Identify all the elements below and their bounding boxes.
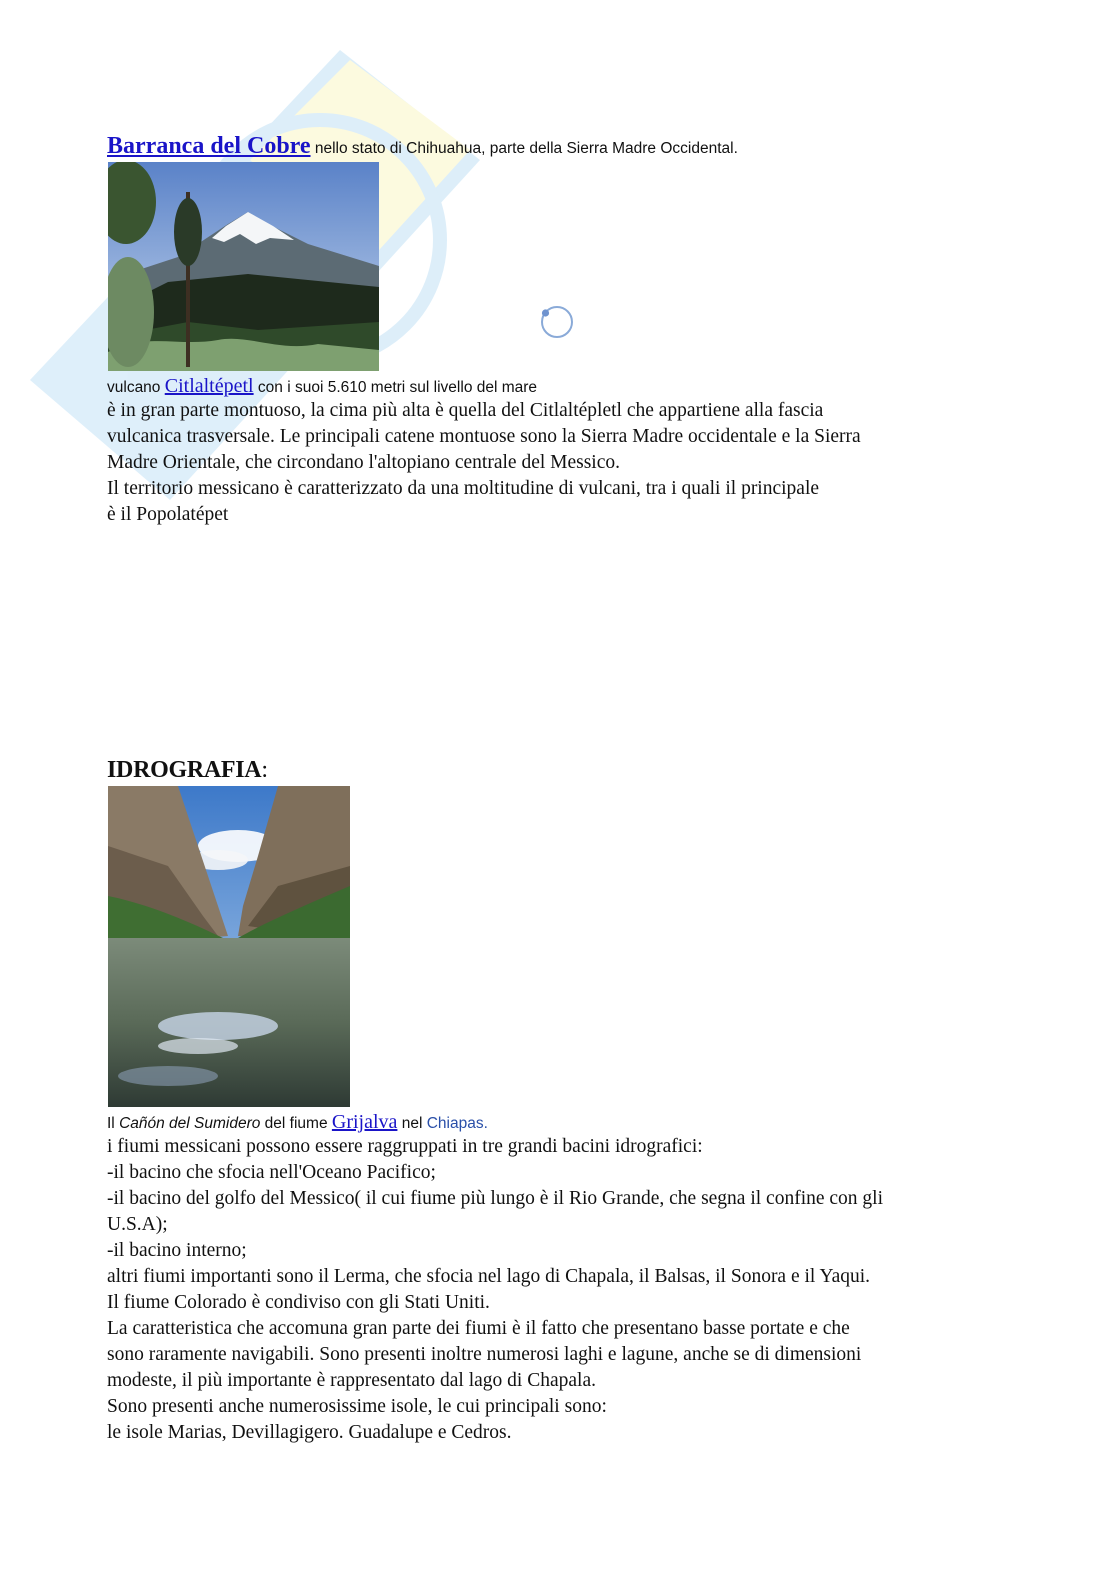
canyon-photo bbox=[108, 786, 350, 1107]
hydrography-line: -il bacino interno; bbox=[107, 1240, 247, 1261]
citlaltepetl-link[interactable]: Citlaltépetl bbox=[164, 375, 254, 397]
hydrography-line: i fiumi messicani possono essere raggruppati in tre grandi bacini idrografici: bbox=[107, 1136, 703, 1157]
caption-river: del fiume bbox=[260, 1115, 332, 1132]
caption-il: Il bbox=[107, 1115, 120, 1132]
caption-nel: nel bbox=[397, 1115, 427, 1132]
loading-spinner-icon bbox=[540, 305, 574, 339]
canyon-caption bbox=[107, 1111, 488, 1134]
canyon-name: Cañón del Sumidero bbox=[119, 1115, 261, 1132]
heading-colon: : bbox=[261, 757, 269, 783]
volcano-caption bbox=[107, 375, 537, 398]
title-description: nello stato di Chihuahua, parte della Sierra Madre Occidental. bbox=[310, 140, 738, 157]
hydrography-line: U.S.A); bbox=[107, 1214, 168, 1235]
hydrography-line: altri fiumi importanti sono il Lerma, che sfocia nel lago di Chapala, il Balsas, il Sonora e il Yaqui. bbox=[107, 1266, 871, 1287]
volcano-photo bbox=[108, 162, 379, 371]
relief-line: è in gran parte montuoso, la cima più alta è quella del Citlaltépletl che appartiene alla fascia bbox=[107, 400, 824, 421]
hydrography-paragraph bbox=[107, 1134, 1017, 1446]
relief-line: Il territorio messicano è caratterizzato da una moltitudine di vulcani, tra i quali il principale bbox=[107, 478, 820, 499]
title-line bbox=[107, 133, 738, 160]
barranca-del-cobre-link[interactable]: Barranca del Cobre bbox=[107, 133, 311, 159]
hydrography-line: le isole Marias, Devillagigero. Guadalupe e Cedros. bbox=[107, 1422, 512, 1443]
volcano-caption-suffix: con i suoi 5.610 metri sul livello del mare bbox=[253, 379, 538, 396]
hydrography-line: Il fiume Colorado è condiviso con gli Stati Uniti. bbox=[107, 1292, 490, 1313]
grijalva-link[interactable]: Grijalva bbox=[331, 1111, 398, 1133]
section-heading: IDROGRAFIA bbox=[107, 757, 262, 783]
hydrography-line: Sono presenti anche numerosissime isole, le cui principali sono: bbox=[107, 1396, 607, 1417]
idrografia-heading bbox=[107, 757, 268, 784]
chiapas-label: Chiapas. bbox=[426, 1115, 488, 1132]
relief-line: Madre Orientale, che circondano l'altopiano centrale del Messico. bbox=[107, 452, 621, 473]
hydrography-line: modeste, il più importante è rappresentato dal lago di Chapala. bbox=[107, 1370, 596, 1391]
relief-paragraph bbox=[107, 398, 1007, 528]
hydrography-line: sono raramente navigabili. Sono presenti inoltre numerosi laghi e lagune, anche se di dimensioni bbox=[107, 1344, 862, 1365]
relief-line: è il Popolatépet bbox=[107, 504, 229, 525]
hydrography-line: La caratteristica che accomuna gran parte dei fiumi è il fatto che presentano basse portate e che bbox=[107, 1318, 850, 1339]
volcano-caption-prefix: vulcano bbox=[107, 379, 165, 396]
hydrography-line: -il bacino che sfocia nell'Oceano Pacifico; bbox=[107, 1162, 436, 1183]
relief-line: vulcanica trasversale. Le principali catene montuose sono la Sierra Madre occidentale e la Sierra bbox=[107, 426, 861, 447]
hydrography-line: -il bacino del golfo del Messico( il cui fiume più lungo è il Rio Grande, che segna il confine con gli bbox=[107, 1188, 884, 1209]
